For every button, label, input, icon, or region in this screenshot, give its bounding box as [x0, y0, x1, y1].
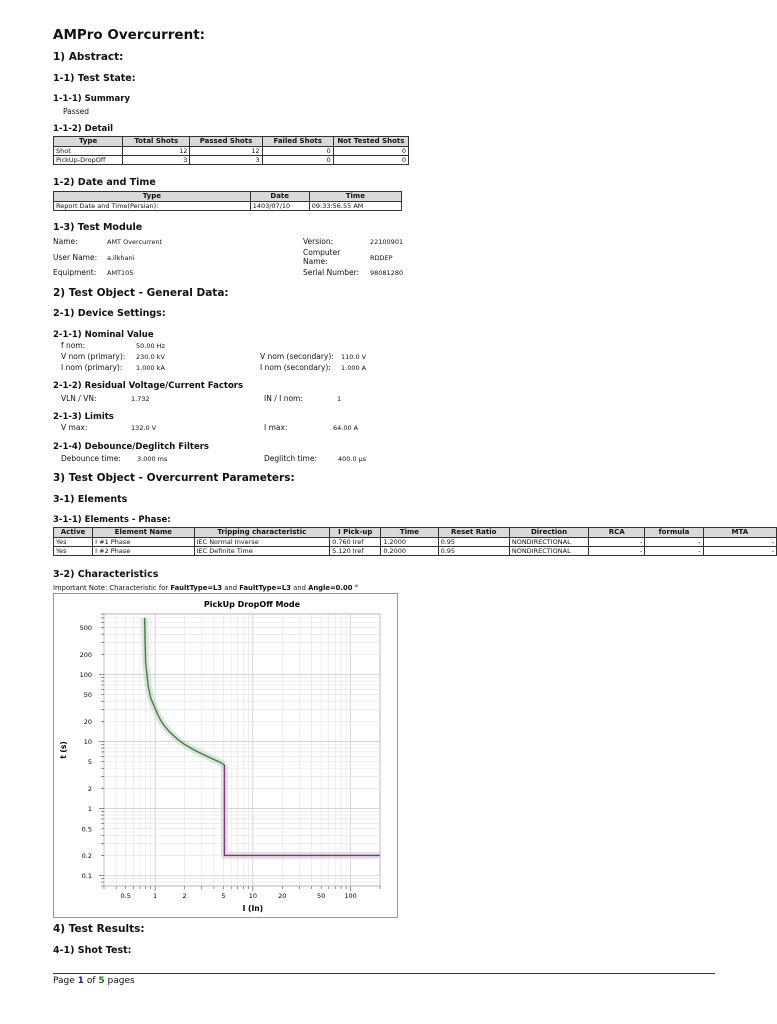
- note-fault-type: FaultType=L3: [239, 584, 291, 592]
- column-header: Active: [54, 528, 93, 538]
- table-cell: IEC Normal Inverse: [194, 538, 330, 547]
- x-tick-label: 1: [153, 892, 158, 900]
- vnom-secondary-value: 110.0 V: [341, 353, 367, 361]
- table-cell: -: [703, 547, 776, 556]
- column-header: Not Tested Shots: [333, 137, 408, 147]
- section-abstract: 1) Abstract:: [53, 51, 124, 63]
- note-angle: Angle=0.00 °: [308, 584, 359, 592]
- column-header: MTA: [703, 528, 776, 538]
- column-header: Time: [381, 528, 438, 538]
- table-cell: 5.120 Iref: [330, 547, 381, 556]
- y-tick-label: 1: [87, 805, 92, 814]
- y-tick-label: 5: [87, 758, 92, 767]
- module-computer-label-1: Computer: [303, 248, 341, 257]
- pages-word: pages: [107, 976, 135, 986]
- table-cell: 0: [333, 147, 408, 156]
- table-cell: 1.2000: [381, 538, 438, 547]
- vln-value: 1.732: [131, 395, 150, 403]
- table-row: [54, 156, 409, 165]
- table-cell: Shot: [54, 147, 123, 156]
- section-shot-test: 4-1) Shot Test:: [53, 945, 132, 956]
- characteristic-chart: [53, 593, 398, 918]
- table-cell: I #2 Phase: [93, 547, 194, 556]
- date-time-table: [53, 191, 402, 211]
- inom-secondary-label: I nom (secondary):: [260, 363, 331, 372]
- table-cell: Yes: [54, 547, 93, 556]
- table-cell: 12: [123, 147, 190, 156]
- table-row: [54, 202, 402, 211]
- x-tick-label: 20: [278, 892, 287, 900]
- imax-label: I max:: [264, 423, 288, 432]
- table-cell: 0: [262, 147, 333, 156]
- column-header: Date: [250, 192, 309, 202]
- note-fault-type: FaultType=L3: [170, 584, 223, 592]
- vnom-primary-label: V nom (primary):: [61, 352, 126, 361]
- section-date-time: 1-2) Date and Time: [53, 177, 156, 188]
- current-page: 1: [77, 976, 84, 986]
- vnom-secondary-label: V nom (secondary):: [260, 352, 334, 361]
- column-header: Total Shots: [123, 137, 190, 147]
- y-tick-label: 0.1: [81, 872, 92, 881]
- chart-svg: [54, 594, 397, 917]
- table-cell: Yes: [54, 538, 93, 547]
- x-tick-label: 5: [221, 892, 226, 900]
- x-axis-label: I (In): [242, 904, 264, 913]
- x-tick-label: 0.5: [120, 892, 131, 900]
- section-test-results: 4) Test Results:: [53, 923, 145, 935]
- table-cell: 0.95: [438, 547, 509, 556]
- y-tick-label: 20: [83, 717, 92, 726]
- in-ratio-label: IN / I nom:: [264, 394, 303, 403]
- table-cell: 0: [262, 156, 333, 165]
- section-residual: 2-1-2) Residual Voltage/Current Factors: [53, 381, 244, 391]
- table-row: [54, 538, 777, 547]
- of-word: of: [86, 976, 96, 986]
- module-user-value: a.ilkhani: [107, 254, 135, 262]
- column-header: Type: [54, 192, 251, 202]
- table-cell: 12: [190, 147, 262, 156]
- module-serial-label: Serial Number:: [303, 268, 360, 277]
- y-tick-label: 2: [87, 784, 92, 793]
- y-tick-label: 0.5: [81, 825, 92, 834]
- note-text: and: [290, 584, 309, 592]
- y-axis-label: t (s): [59, 741, 68, 759]
- table-cell: 3: [123, 156, 190, 165]
- section-general-data: 2) Test Object - General Data:: [53, 287, 229, 299]
- table-cell: 0.95: [438, 538, 509, 547]
- debounce-value: 3.000 ms: [137, 455, 168, 463]
- x-tick-label: 50: [317, 892, 326, 900]
- vln-label: VLN / VN:: [61, 394, 97, 403]
- table-cell: -: [703, 538, 776, 547]
- characteristic-note: [53, 584, 358, 592]
- inom-secondary-value: 1.000 A: [341, 364, 367, 372]
- module-name-label: Name:: [53, 237, 78, 246]
- table-cell: 09:33:56.55 AM: [309, 202, 401, 211]
- vmax-value: 132.0 V: [131, 424, 157, 432]
- y-tick-label: 200: [79, 650, 92, 659]
- section-detail: 1-1-2) Detail: [53, 124, 114, 134]
- note-text: Important Note: Characteristic for: [53, 584, 171, 592]
- column-header: Tripping characteristic: [194, 528, 330, 538]
- table-cell: PickUp-DropOff: [54, 156, 123, 165]
- column-header: Type: [54, 137, 123, 147]
- y-tick-label: 10: [83, 738, 92, 747]
- in-ratio-value: 1: [337, 395, 342, 403]
- page-indicator: [53, 976, 135, 986]
- y-tick-label: 0.2: [81, 851, 92, 860]
- column-header: Reset Ratio: [438, 528, 509, 538]
- module-name-value: AMT Overcurrent: [107, 238, 163, 246]
- summary-value: Passed: [63, 107, 89, 116]
- column-header: Element Name: [93, 528, 194, 538]
- module-serial-value: 98081280: [370, 269, 404, 277]
- deglitch-label: Deglitch time:: [264, 454, 317, 463]
- column-header: I Pick-up: [330, 528, 381, 538]
- column-header: Time: [309, 192, 401, 202]
- section-characteristics: 3-2) Characteristics: [53, 569, 159, 580]
- fnom-label: f nom:: [61, 341, 86, 350]
- table-cell: -: [645, 547, 703, 556]
- module-version-label: Version:: [303, 237, 334, 246]
- section-device-settings: 2-1) Device Settings:: [53, 308, 166, 319]
- imax-value: 64.00 A: [333, 424, 359, 432]
- table-cell: -: [645, 538, 703, 547]
- vmax-label: V max:: [61, 423, 88, 432]
- y-tick-label: 50: [83, 691, 92, 700]
- note-text: and: [222, 584, 240, 592]
- section-summary: 1-1-1) Summary: [53, 94, 130, 104]
- column-header: Failed Shots: [262, 137, 333, 147]
- total-pages: 5: [98, 976, 105, 986]
- y-tick-label: 100: [79, 671, 92, 680]
- y-tick-label: 500: [79, 624, 92, 633]
- x-tick-label: 100: [344, 892, 357, 900]
- table-cell: 3: [190, 156, 262, 165]
- fnom-value: 50.00 Hz: [136, 342, 165, 350]
- table-cell: 0.760 Iref: [330, 538, 381, 547]
- table-row: [54, 147, 409, 156]
- module-user-label: User Name:: [53, 253, 98, 262]
- table-cell: 0.2000: [381, 547, 438, 556]
- page-word: Page: [53, 976, 75, 986]
- section-filters: 2-1-4) Debounce/Deglitch Filters: [53, 442, 209, 452]
- table-cell: 1403/07/10: [250, 202, 309, 211]
- table-cell: 0: [333, 156, 408, 165]
- section-test-state: 1-1) Test State:: [53, 73, 136, 84]
- module-computer-label-2: Name:: [303, 257, 328, 266]
- inom-primary-value: 1.000 kA: [136, 364, 165, 372]
- footer-divider: [53, 973, 715, 974]
- table-cell: NONDIRECTIONAL: [509, 547, 588, 556]
- table-row: [54, 547, 777, 556]
- column-header: Passed Shots: [190, 137, 262, 147]
- column-header: formula: [645, 528, 703, 538]
- section-nominal-value: 2-1-1) Nominal Value: [53, 330, 154, 340]
- section-overcurrent-parameters: 3) Test Object - Overcurrent Parameters:: [53, 472, 295, 484]
- table-cell: I #1 Phase: [93, 538, 194, 547]
- module-computer-value: RDDEP: [370, 254, 393, 262]
- column-header: RCA: [589, 528, 645, 538]
- section-test-module: 1-3) Test Module: [53, 222, 143, 233]
- x-tick-label: 2: [182, 892, 187, 900]
- debounce-label: Debounce time:: [61, 454, 121, 463]
- chart-title: PickUp DropOff Mode: [203, 600, 301, 609]
- x-tick-label: 10: [248, 892, 257, 900]
- table-cell: Report Date and Time(Persian):: [54, 202, 251, 211]
- table-cell: NONDIRECTIONAL: [509, 538, 588, 547]
- module-equipment-label: Equipment:: [53, 268, 97, 277]
- inom-primary-label: I nom (primary):: [61, 363, 123, 372]
- elements-table: [53, 527, 777, 556]
- section-elements: 3-1) Elements: [53, 494, 128, 505]
- module-version-value: 22100901: [370, 238, 404, 246]
- table-cell: -: [589, 547, 645, 556]
- table-cell: -: [589, 538, 645, 547]
- column-header: Direction: [509, 528, 588, 538]
- deglitch-value: 400.0 µs: [338, 455, 367, 463]
- module-equipment-value: AMT105: [107, 269, 134, 277]
- detail-table: [53, 136, 409, 165]
- table-cell: IEC Definite Time: [194, 547, 330, 556]
- vnom-primary-value: 230.0 kV: [136, 353, 165, 361]
- section-elements-phase: 3-1-1) Elements - Phase:: [53, 515, 171, 525]
- page-title: AMPro Overcurrent:: [53, 27, 206, 43]
- section-limits: 2-1-3) Limits: [53, 412, 114, 422]
